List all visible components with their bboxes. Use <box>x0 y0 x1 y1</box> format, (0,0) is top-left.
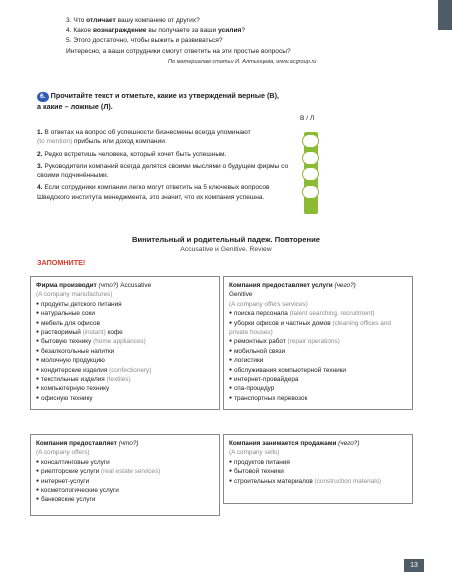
box-subtitle: (A company offers services) <box>229 300 308 308</box>
box-subtitle: (A company sells) <box>229 449 280 457</box>
list-item: ● логистики <box>229 356 407 365</box>
list-item: ● строительных материалов (construction materials) <box>229 477 407 486</box>
section-title: Винительный и родительный падеж. Повторение <box>131 235 321 244</box>
statement-2: 2. Редко встретишь человека, который хочет быть успешным. <box>37 150 227 158</box>
remember-label: ЗАПОМНИТЕ! <box>37 258 86 267</box>
true-false-header: В / Л <box>300 115 315 122</box>
statement-4: 4. Если сотрудники компании легко могут ответить на 5 ключевых вопросов Шведского института менеджмента, это значит, что их компания успешна. <box>37 184 270 201</box>
question-5: 5. Этого достаточно, чтобы выжить и развиваться? <box>66 37 223 45</box>
list-item: ● текстильные изделия (textiles) <box>36 375 214 384</box>
question-4: 4. Какое вознаграждение вы получаете за ваши усилия? <box>66 27 246 35</box>
corner-tab <box>438 0 452 30</box>
statement-3: 3. Руководители компаний всегда делятся своими мыслями о будущем фирмы со своими подчинёнными. <box>37 162 289 180</box>
box-case: Genitive <box>229 291 253 299</box>
list-item: ● интернет-провайдера <box>229 375 407 384</box>
task-instruction: 6. Прочитайте текст и отметьте, какие из утверждений верные (В), а какие – ложные (Л). <box>37 91 280 111</box>
list-item: ● растворимый (instant) кофе <box>36 328 214 337</box>
box-title: Компания предоставляет услуги (чего?) <box>229 282 356 289</box>
list-item: ● офисную технику <box>36 394 214 403</box>
list-item: ● бытовой техники <box>229 467 407 476</box>
list-item: ● мобильной связи <box>229 347 407 356</box>
list-item: ● мебель для офисов <box>36 319 214 328</box>
section-subtitle: Accusative и Genitive. Review <box>180 246 272 253</box>
list-item: ● интернет-услуги <box>36 477 214 486</box>
box-genitive-services <box>223 276 413 410</box>
list-item: ● ремонтных работ (repair operations) <box>229 337 407 346</box>
answer-circle-2[interactable] <box>302 151 319 165</box>
list-item: ● натуральные соки <box>36 309 214 318</box>
box-offers <box>30 434 220 516</box>
list-item: ● продуктов питания <box>229 458 407 467</box>
answer-circle-3[interactable] <box>302 167 319 181</box>
list-item: ● консалтинговые услуги <box>36 458 214 467</box>
list-item: ● банковские услуги <box>36 495 214 504</box>
box-title: Компания предоставляет (что?) <box>36 440 139 447</box>
intro-closing: Интересно, а ваши сотрудники смогут ответить на эти простые вопросы? <box>66 47 291 55</box>
list-item: ● молочную продукцию <box>36 356 214 365</box>
answer-circle-1[interactable] <box>302 134 319 148</box>
box-subtitle: (A company manufactures) <box>36 291 113 299</box>
list-item: ● кондитерские изделия (confectionery) <box>36 366 214 375</box>
box-accusative-produces <box>30 276 220 410</box>
box-title: Фирма производит (что?) Accusative <box>36 282 152 289</box>
list-item: ● бытовую технику (home appliances) <box>36 337 214 346</box>
list-item: ● косметологические услуги <box>36 486 214 495</box>
list-item: ● продукты детского питания <box>36 300 214 309</box>
list-item: ● компьютерную технику <box>36 384 214 393</box>
box-subtitle: (A company offers) <box>36 449 90 457</box>
answer-circle-4[interactable] <box>302 185 319 199</box>
list-item: ● риелторские услуги (real estate services) <box>36 467 214 476</box>
statement-1: 1. В ответах на вопрос об успешности бизнесмены всегда упоминают (to mention) прибыль или доход компании. <box>37 129 251 146</box>
intro-questions <box>66 16 386 57</box>
list-item: ● обслуживания компьютерной техники <box>229 366 407 375</box>
list-item: ● уборки офисов и частных домов (cleaning offices and private houses) <box>229 319 407 338</box>
statement-list <box>37 128 297 205</box>
task-number-badge: 6. <box>37 92 49 102</box>
page-number: 13 <box>404 559 424 572</box>
list-item: ● спа-процедур <box>229 384 407 393</box>
source-note: По материалам статьи И. Алтынцева, www.acgroup.ru <box>168 59 317 65</box>
question-3: 3. Что отличает вашу компанию от других? <box>66 17 200 24</box>
list-item: ● поиска персонала (talent searching, recruitment) <box>229 309 407 318</box>
list-item: ● транспортных перевозок <box>229 394 407 403</box>
list-item: ● безалкогольные напитки <box>36 347 214 356</box>
box-sells <box>223 434 413 504</box>
box-title: Компания занимается продажами (чего?) <box>229 440 360 447</box>
